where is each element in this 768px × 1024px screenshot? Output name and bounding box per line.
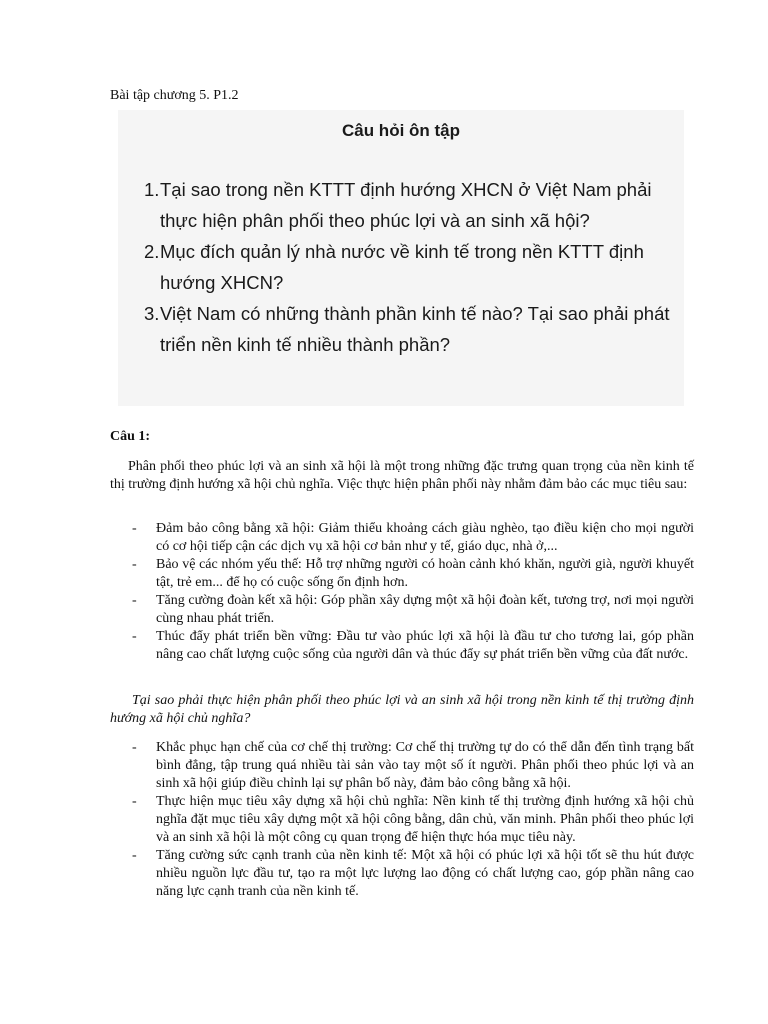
question-number: 3. xyxy=(144,303,160,324)
bullet-dash: - xyxy=(132,794,137,809)
bullet-dash: - xyxy=(132,629,137,644)
bullet-dash: - xyxy=(132,557,137,572)
list-item-text: Tăng cường đoàn kết xã hội: Góp phần xây dựng một xã hội đoàn kết, tương trợ, nơi mọi người cùng nhau phát triển. xyxy=(156,593,694,626)
list-item-text: Tăng cường sức cạnh tranh của nền kinh tế: Một xã hội có phúc lợi xã hội tốt sẽ thu hút được nhiều nguồn lực đầu tư, tạo ra một lực lượng lao động có chất lượng cao, góp phần nâng cao năng lực cạnh tranh của nền kinh tế. xyxy=(156,848,694,899)
list-item xyxy=(110,520,694,556)
list-item xyxy=(110,739,694,793)
why-heading: Tại sao phải thực hiện phân phối theo phúc lợi và an sinh xã hội trong nền kinh tế thị trường định hướng xã hội chủ nghĩa? xyxy=(110,693,694,726)
review-questions-list xyxy=(144,174,674,360)
list-item xyxy=(110,847,694,901)
reasons-list xyxy=(110,739,694,901)
question-text: Tại sao trong nền KTTT định hướng XHCN ở Việt Nam phải thực hiện phân phối theo phúc lợi và an sinh xã hội? xyxy=(160,179,652,231)
bullet-dash: - xyxy=(132,593,137,608)
list-item xyxy=(110,556,694,592)
review-questions-title: Câu hỏi ôn tập xyxy=(341,121,461,140)
question-number: 2. xyxy=(144,241,160,262)
document-header: Bài tập chương 5. P1.2 xyxy=(110,88,239,103)
list-item-text: Thực hiện mục tiêu xây dựng xã hội chủ nghĩa: Nền kinh tế thị trường định hướng xã hội chủ nghĩa đặt mục tiêu xây dựng một xã hội công bằng, dân chủ, văn minh. Phân phối theo phúc lợi và an sinh xã hội là một công cụ quan trọng để hiện thực hóa mục tiêu này. xyxy=(156,794,694,845)
list-item xyxy=(110,793,694,847)
list-item xyxy=(110,592,694,628)
goals-list xyxy=(110,520,694,664)
review-question xyxy=(144,236,674,298)
list-item-text: Bảo vệ các nhóm yếu thế: Hỗ trợ những người có hoàn cảnh khó khăn, người già, người khuyết tật, trẻ em... để họ có cuộc sống ổn định hơn. xyxy=(156,557,694,590)
intro-paragraph: Phân phối theo phúc lợi và an sinh xã hội là một trong những đặc trưng quan trọng của nền kinh tế thị trường định hướng xã hội chủ nghĩa. Việc thực hiện phân phối này nhằm đảm bảo các mục tiêu sau: xyxy=(110,459,694,492)
section-title: Câu 1: xyxy=(110,429,151,444)
review-question xyxy=(144,298,674,360)
bullet-dash: - xyxy=(132,848,137,863)
review-questions-image xyxy=(118,110,684,406)
question-number: 1. xyxy=(144,179,160,200)
question-text: Việt Nam có những thành phần kinh tế nào? Tại sao phải phát triển nền kinh tế nhiều thành phần? xyxy=(160,303,670,355)
list-item-text: Thúc đẩy phát triển bền vững: Đầu tư vào phúc lợi xã hội là đầu tư cho tương lai, góp phần nâng cao chất lượng cuộc sống của người dân và thúc đẩy sự phát triển bền vững của đất nước. xyxy=(156,629,694,662)
bullet-dash: - xyxy=(132,521,137,536)
list-item-text: Khắc phục hạn chế của cơ chế thị trường: Cơ chế thị trường tự do có thể dẫn đến tình trạng bất bình đẳng, tập trung quá nhiều tài sản vào tay một số ít người. Phân phối theo phúc lợi và an sinh xã hội giúp điều chỉnh lại sự phân bố này, đảm bảo công bằng xã hội. xyxy=(156,740,694,791)
bullet-dash: - xyxy=(132,740,137,755)
list-item xyxy=(110,628,694,664)
question-text: Mục đích quản lý nhà nước về kinh tế trong nền KTTT định hướng XHCN? xyxy=(160,241,644,293)
list-item-text: Đảm bảo công bằng xã hội: Giảm thiểu khoảng cách giàu nghèo, tạo điều kiện cho mọi người có cơ hội tiếp cận các dịch vụ xã hội cơ bản như y tế, giáo dục, nhà ở,... xyxy=(156,521,694,554)
review-question xyxy=(144,174,674,236)
